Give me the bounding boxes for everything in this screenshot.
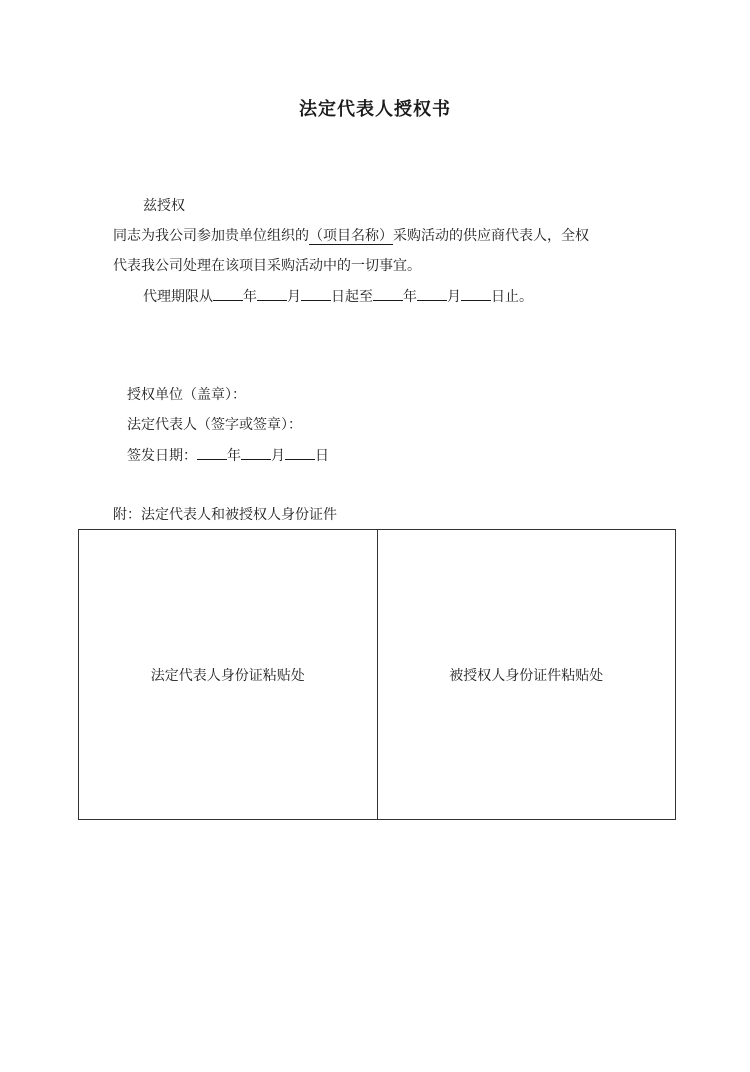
end-month-blank [417, 286, 447, 301]
document-title: 法定代表人授权书 [299, 99, 451, 120]
legal-rep-id-cell-text: 法定代表人身份证粘贴处 [150, 667, 305, 684]
body-line-1 [113, 226, 589, 246]
start-month-blank [257, 286, 287, 301]
project-name-placeholder: （项目名称） [309, 228, 393, 244]
issue-year-label: 年 [227, 448, 241, 464]
attachment-label: 附：法定代表人和被授权人身份证件 [113, 507, 337, 523]
start-year-blank [213, 286, 243, 301]
body-line-2: 代表我公司处理在该项目采购活动中的一切事宜。 [113, 258, 421, 274]
id-document-table [78, 529, 676, 820]
issue-date-line [127, 445, 329, 466]
end-year-label: 年 [403, 289, 417, 305]
start-year-label: 年 [243, 289, 257, 305]
issue-month-label: 月 [271, 448, 285, 464]
salutation: 兹授权 [143, 198, 185, 214]
issue-date-label: 签发日期： [127, 448, 197, 464]
legal-representative-line: 法定代表人（签字或签章）： [127, 417, 302, 433]
end-day-blank [461, 286, 491, 301]
authorizing-unit-line: 授权单位（盖章）： [127, 387, 246, 403]
start-day-blank [301, 286, 331, 301]
end-day-label: 日止。 [491, 289, 533, 305]
agency-period-line [143, 286, 533, 307]
body-line-1-end: 采购活动的供应商代表人，全权 [393, 228, 589, 244]
end-year-blank [373, 286, 403, 301]
start-day-label: 日起至 [331, 289, 373, 305]
issue-day-blank [285, 445, 315, 460]
issue-day-label: 日 [315, 448, 329, 464]
period-prefix: 代理期限从 [143, 289, 213, 305]
authorized-person-id-cell-text: 被授权人身份证件粘贴处 [449, 667, 604, 684]
body-line-1-start: 同志为我公司参加贵单位组织的 [113, 228, 309, 244]
end-month-label: 月 [447, 289, 461, 305]
start-month-label: 月 [287, 289, 301, 305]
issue-year-blank [197, 445, 227, 460]
legal-rep-id-cell [79, 530, 377, 819]
issue-month-blank [241, 445, 271, 460]
authorized-person-id-cell [377, 530, 676, 819]
